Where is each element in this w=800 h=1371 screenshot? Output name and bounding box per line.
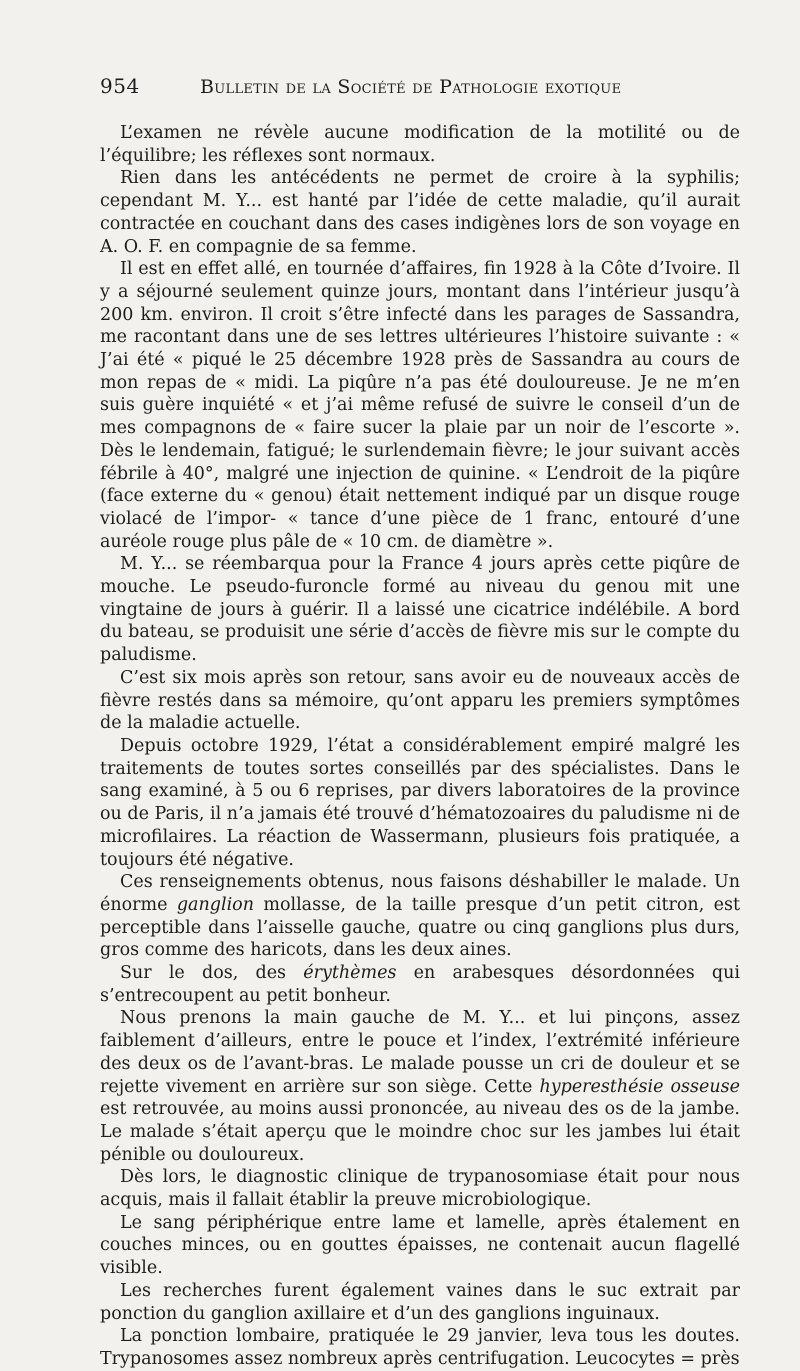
hyperesthesie-text-before: Nous prenons la main gauche de M. Y... et lui pinçons, assez faiblement d’ailleurs, entre le pouce et l’index, l’extrémité inférieure des deux os de l’avant-bras. Le malade pousse un cri de douleur et se rejette vivement en arrière sur son siège. Cette	[100, 1008, 740, 1097]
erythemes-text-before: Sur le dos, des	[120, 963, 304, 984]
paragraph-antecedents: Rien dans les antécédents ne permet de croire à la syphilis; cependant M. Y... est hanté par l’idée de cette maladie, qu’il aurait contractée en couchant dans des cases indigènes lors de son voyage en A. O. F. en compagnie de sa femme.	[100, 168, 740, 257]
running-title: Bulletin de la Société de Pathologie exotique	[200, 76, 622, 98]
page-number: 954	[100, 74, 140, 98]
article-body	[100, 122, 740, 1371]
paragraph-erythemes	[100, 962, 740, 1007]
paragraph-voyage: Il est en effet allé, en tournée d’affaires, fin 1928 à la Côte d’Ivoire. Il y a séjourné seulement quinze jours, montant dans l’intérieur jusqu’à 200 km. environ. Il croit s’être infecté dans les parages de Sassandra, me racontant dans une de ses lettres ultérieures l’histoire suivante : « J’ai été « piqué le 25 décembre 1928 près de Sassandra au cours de mon repas de « midi. La piqûre n’a pas été douloureuse. Je ne m’en suis guère inquiété « et j’ai même refusé de suivre le conseil d’un de mes compagnons de « faire sucer la plaie par un noir de l’escorte ». Dès le lendemain, fatigué; le surlendemain fièvre; le jour suivant accès fébrile à 40°, malgré une injection de quinine. « L’endroit de la piqûre (face externe du « genou) était nettement indiqué par un disque rouge violacé de l’impor- « tance d’une pièce de 1 franc, entouré d’une auréole rouge plus pâle de « 10 cm. de diamètre ».	[100, 259, 740, 552]
ganglion-italic: ganglion	[176, 894, 254, 915]
paragraph-reembarquement: M. Y... se réembarqua pour la France 4 jours après cette piqûre de mouche. Le pseudo-furoncle formé au niveau du genou mit une vingtaine de jours à guérir. Il a laissé une cicatrice indélébile. A bord du bateau, se produisit une série d’accès de fièvre mis sur le compte du paludisme.	[100, 554, 740, 666]
page-header	[100, 74, 740, 104]
paragraph-sang: Le sang périphérique entre lame et lamelle, après étalement en couches minces, ou en gouttes épaisses, ne contenait aucun flagellé visible.	[100, 1212, 740, 1279]
paragraph-ganglion	[100, 871, 740, 962]
paragraph-examen: L’examen ne révèle aucune modification de la motilité ou de l’équilibre; les réflexes sont normaux.	[100, 123, 740, 166]
erythemes-italic: érythèmes	[303, 963, 397, 984]
paragraph-hyperesthesie	[100, 1007, 740, 1166]
paragraph-recherches: Les recherches furent également vaines dans le suc extrait par ponction du ganglion axillaire et d’un des ganglions inguinaux.	[100, 1280, 740, 1324]
paragraph-diagnostic: Dès lors, le diagnostic clinique de trypanosomiase était pour nous acquis, mais il fallait établir la preuve microbiologique.	[100, 1167, 740, 1211]
ganglion-text-after: mollasse, de la taille presque d’un petit citron, est perceptible dans l’aisselle gauche, quatre ou cinq ganglions plus durs, gros comme des haricots, dans les deux aines.	[100, 894, 740, 961]
paragraph-ponction: La ponction lombaire, pratiquée le 29 janvier, leva tous les doutes. Trypanosomes assez nombreux après centrifugation. Leucocytes = près	[100, 1326, 740, 1369]
ganglion-text-before: Ces renseignements obtenus, nous faisons déshabiller le malade. Un énorme	[100, 872, 740, 915]
hyperesthesie-text-after: est retrouvée, au moins aussi prononcée, au niveau des os de la jambe. Le malade s’était aperçu que le moindre choc sur les jambes lui était pénible ou douloureux.	[100, 1099, 740, 1165]
erythemes-text-after: en arabesques désordonnées qui s’entrecoupent au petit bonheur.	[100, 963, 740, 1006]
hyperesthesie-italic: hyperesthésie osseuse	[539, 1076, 740, 1097]
paragraph-retour: C’est six mois après son retour, sans avoir eu de nouveaux accès de fièvre restés dans sa mémoire, qu’ont apparu les premiers symptômes de la maladie actuelle.	[100, 667, 740, 734]
paragraph-traitements: Depuis octobre 1929, l’état a considérablement empiré malgré les traitements de toutes sortes conseillés par des spécialistes. Dans le sang examiné, à 5 ou 6 reprises, par divers laboratoires de la province ou de Paris, il n’a jamais été trouvé d’hématozoaires du paludisme ni de microfilaires. La réaction de Wassermann, plusieurs fois pratiquée, a toujours été négative.	[100, 735, 740, 870]
